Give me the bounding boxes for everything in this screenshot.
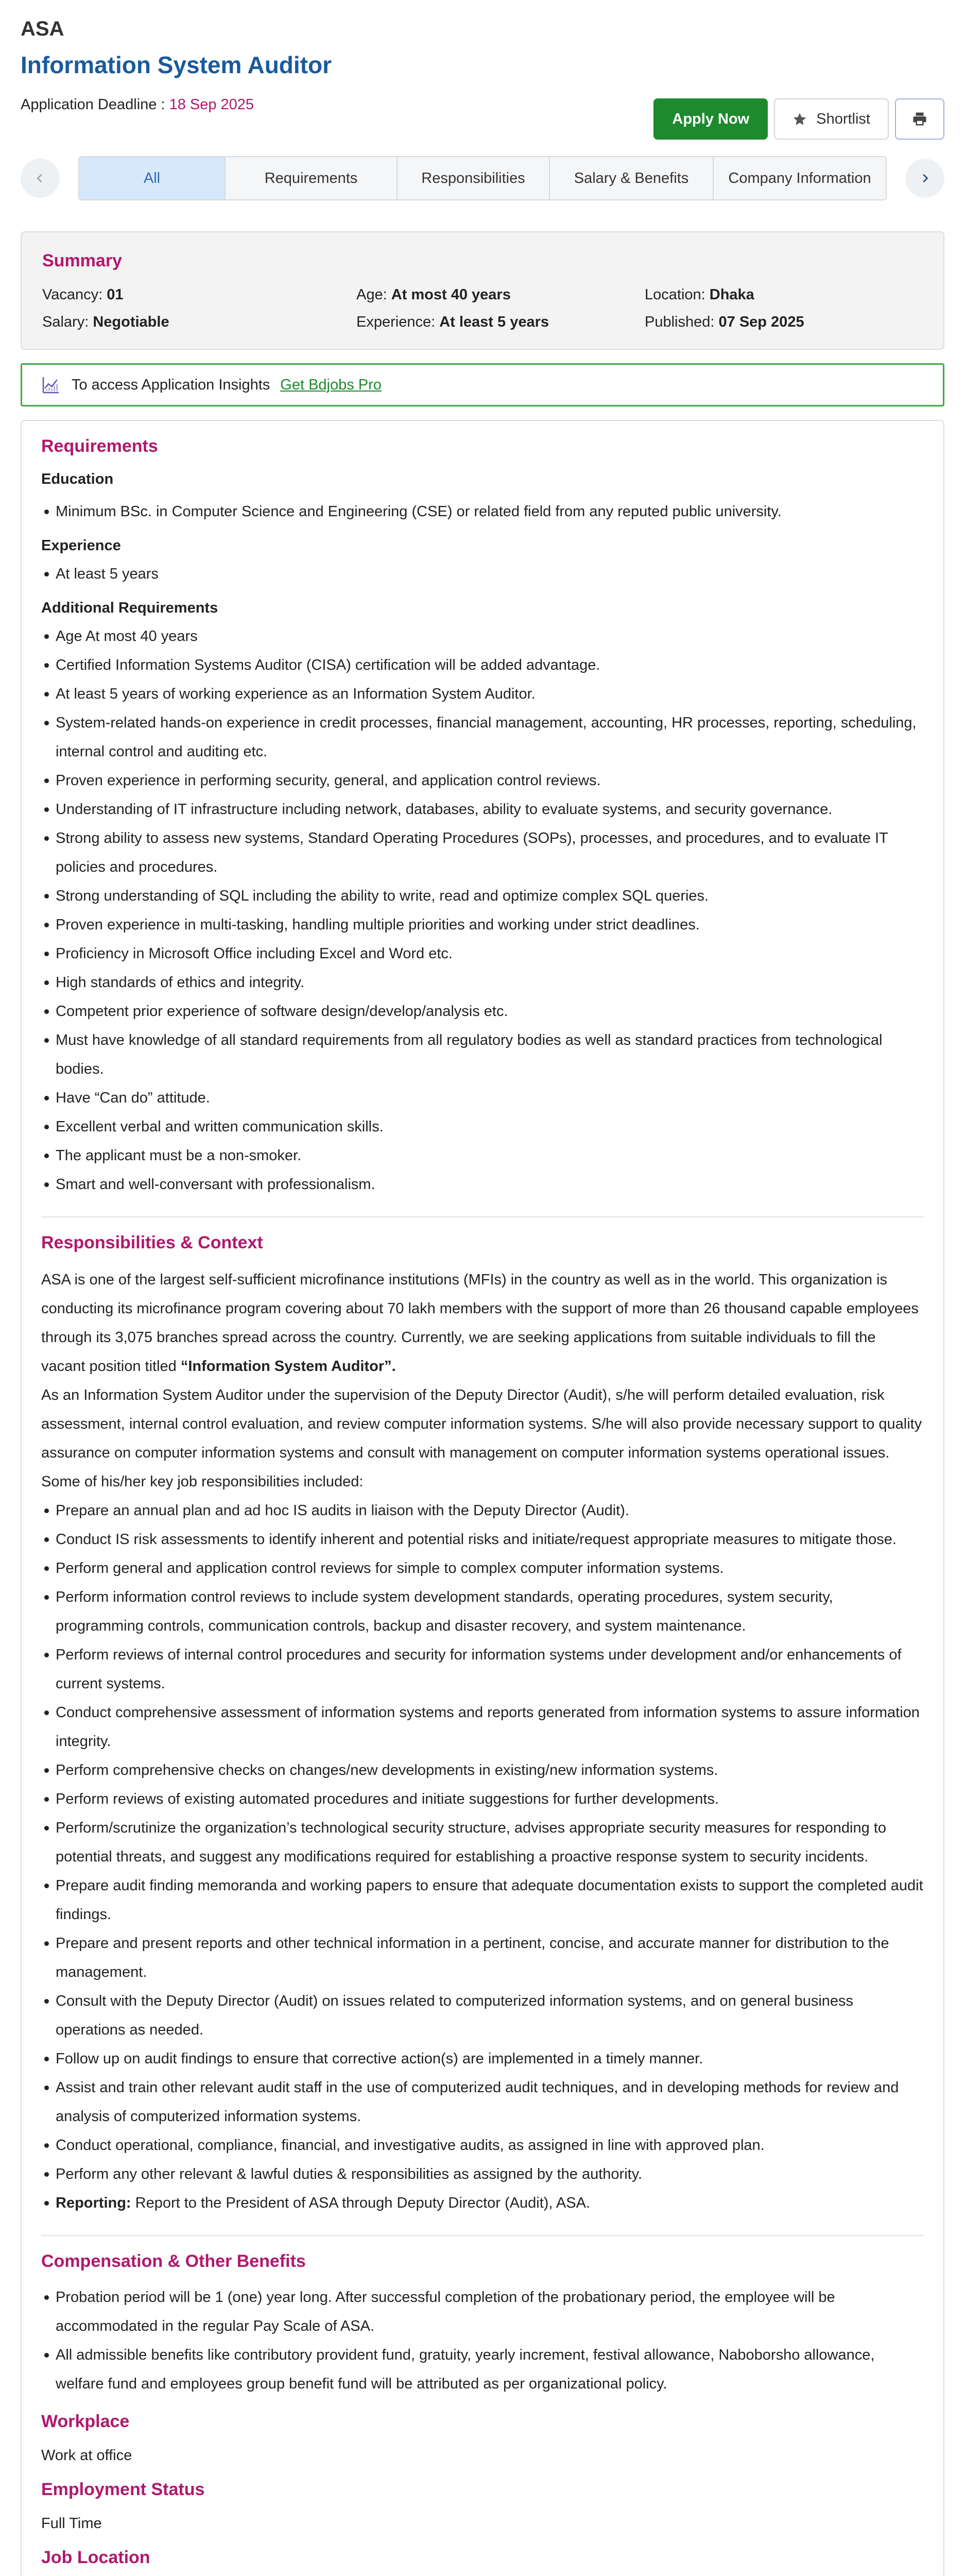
location-label: Location: — [645, 286, 710, 303]
list-item: Strong understanding of SQL including the ability to write, read and optimize complex SQL queries. — [41, 882, 924, 910]
compensation-list — [41, 2283, 924, 2398]
print-button[interactable] — [895, 98, 944, 140]
employment-status-value: Full Time — [41, 2515, 102, 2532]
responsibilities-title: Responsibilities & Context — [41, 1233, 263, 1252]
list-item: Assist and train other relevant audit staff in the use of computerized audit techniques, and in developing methods for review and analysis of computerized information systems. — [41, 2073, 924, 2131]
tab-responsibilities[interactable]: Responsibilities — [398, 157, 550, 199]
tab-company-information[interactable]: Company Information — [714, 157, 886, 199]
salary-label: Salary: — [42, 314, 93, 330]
list-item: Perform/scrutinize the organization’s technological security structure, advises appropriate security measures for responding to potential threats, and suggest any modifications required for establishing a proactive response system to security incidents. — [41, 1814, 924, 1871]
employment-status-title: Employment Status — [41, 2480, 205, 2499]
list-item: At least 5 years — [41, 560, 924, 588]
location — [645, 286, 923, 303]
divider — [41, 2235, 924, 2236]
insights-text: To access Application Insights — [72, 376, 270, 393]
published-label: Published: — [645, 314, 719, 330]
print-icon — [912, 111, 927, 127]
requirements-title: Requirements — [41, 436, 158, 456]
age — [356, 286, 645, 303]
age-label: Age: — [356, 286, 391, 303]
responsibilities-list — [41, 1496, 924, 2217]
application-insights-banner — [21, 363, 944, 406]
additional-requirements-list — [41, 622, 924, 1199]
list-item: Smart and well-conversant with professionalism. — [41, 1170, 924, 1199]
list-item: Must have knowledge of all standard requirements from all regulatory bodies as well as standard practices from technological bodies. — [41, 1026, 924, 1083]
list-item: Perform any other relevant & lawful duties & responsibilities as assigned by the authority. — [41, 2160, 924, 2189]
tab-all[interactable]: All — [79, 157, 226, 199]
chevron-left-icon — [35, 173, 46, 184]
chevron-right-icon — [919, 173, 930, 184]
star-icon — [792, 112, 807, 126]
list-item: Have “Can do” attitude. — [41, 1083, 924, 1112]
vacancy-label: Vacancy: — [42, 286, 107, 303]
list-item: Proven experience in multi-tasking, handling multiple priorities and working under strict deadlines. — [41, 910, 924, 939]
list-item: Conduct operational, compliance, financial, and investigative audits, as assigned in line with approved plan. — [41, 2131, 924, 2160]
divider — [41, 1216, 924, 1217]
list-item: Proficiency in Microsoft Office including Excel and Word etc. — [41, 939, 924, 968]
list-item: The applicant must be a non-smoker. — [41, 1141, 924, 1170]
list-item: Prepare audit finding memoranda and working papers to ensure that adequate documentation exists to support the completed audit findings. — [41, 1871, 924, 1929]
workplace-title: Workplace — [41, 2412, 130, 2431]
age-value: At most 40 years — [391, 286, 511, 303]
job-content-card — [21, 420, 944, 2576]
list-item: High standards of ethics and integrity. — [41, 968, 924, 997]
reporting-label: Reporting: — [56, 2195, 131, 2211]
list-item: Competent prior experience of software design/develop/analysis etc. — [41, 997, 924, 1026]
list-item: Excellent verbal and written communication skills. — [41, 1112, 924, 1141]
list-item: All admissible benefits like contributory provident fund, gratuity, yearly increment, festival allowance, Naboborsho allowance, welfare fund and employees group benefit fund will be attributed as per organizational policy. — [41, 2341, 924, 2398]
list-item: Minimum BSc. in Computer Science and Engineering (CSE) or related field from any reputed public university. — [41, 497, 924, 526]
tab-requirements[interactable]: Requirements — [226, 157, 398, 199]
experience-title: Experience — [41, 537, 121, 554]
additional-requirements-title: Additional Requirements — [41, 600, 218, 616]
shortlist-button[interactable] — [774, 98, 889, 140]
education-title: Education — [41, 471, 114, 487]
list-item: At least 5 years of working experience as an Information System Auditor. — [41, 680, 924, 708]
list-item: Conduct comprehensive assessment of information systems and reports generated from information systems to assure information integrity. — [41, 1698, 924, 1756]
list-item: System-related hands-on experience in credit processes, financial management, accounting, HR processes, reporting, scheduling, internal control and auditing etc. — [41, 708, 924, 766]
shortlist-label: Shortlist — [816, 110, 870, 127]
list-item: Certified Information Systems Auditor (CISA) certification will be added advantage. — [41, 651, 924, 680]
list-item: Proven experience in performing security, general, and application control reviews. — [41, 766, 924, 795]
list-item: Probation period will be 1 (one) year long. After successful completion of the probationary period, the employee will be accommodated in the regular Pay Scale of ASA. — [41, 2283, 924, 2341]
reporting-text: Report to the President of ASA through Deputy Director (Audit), ASA. — [131, 2195, 591, 2211]
experience-label: Experience: — [356, 314, 440, 330]
list-item: Perform reviews of internal control procedures and security for information systems under development and/or enhancements of current systems. — [41, 1640, 924, 1698]
location-value: Dhaka — [709, 286, 754, 303]
company-name: ASA — [21, 18, 64, 40]
insights-chart-icon — [41, 375, 61, 395]
list-item: Follow up on audit findings to ensure that corrective action(s) are implemented in a timely manner. — [41, 2044, 924, 2073]
list-item: Perform reviews of existing automated procedures and initiate suggestions for further developments. — [41, 1785, 924, 1814]
reporting-item — [41, 2189, 924, 2217]
education-list — [41, 497, 924, 526]
section-tabbar — [21, 155, 944, 201]
list-item: Understanding of IT infrastructure including network, databases, ability to evaluate systems, and security governance. — [41, 795, 924, 824]
list-item: Perform general and application control reviews for simple to complex computer information systems. — [41, 1554, 924, 1583]
deadline-label: Application Deadline : — [21, 96, 169, 113]
responsibilities-intro — [41, 1265, 924, 1381]
vacancy — [42, 286, 356, 303]
section-tabs — [78, 156, 887, 200]
job-actions — [653, 98, 944, 140]
list-item: Prepare an annual plan and ad hoc IS audits in liaison with the Deputy Director (Audit). — [41, 1496, 924, 1525]
summary-grid — [42, 286, 923, 331]
intro-text: ASA is one of the largest self-sufficient microfinance institutions (MFIs) in the country as well as in the world. This organization is conducting its microfinance program covering about 70 lakh members with the support of more than 26 thousand capable employees through its 3,075 branches spread across the country. Currently, we are seeking applications from suitable individuals to fill the vacant position titled — [41, 1272, 919, 1375]
compensation-title: Compensation & Other Benefits — [41, 2251, 306, 2271]
experience — [356, 314, 645, 331]
tabs-scroll-left[interactable] — [21, 159, 60, 198]
tabs-scroll-right[interactable] — [905, 159, 944, 198]
list-item: Perform information control reviews to include system development standards, operating procedures, system security, programming controls, communication controls, backup and disaster recovery, and system maintenance. — [41, 1583, 924, 1640]
vacancy-value: 01 — [107, 286, 124, 303]
list-item: Perform comprehensive checks on changes/new developments in existing/new information systems. — [41, 1756, 924, 1785]
responsibilities-overview: As an Information System Auditor under the supervision of the Deputy Director (Audit), s/he will perform detailed evaluation, risk assessment, internal control evaluation, and review computer information systems. S/he will also provide necessary support to quality assurance on computer information systems and consult with management on computer information systems operational issues. Some of his/her key job responsibilities included: — [41, 1387, 922, 1490]
salary-value: Negotiable — [93, 314, 169, 330]
summary-title: Summary — [42, 251, 122, 270]
summary-card — [21, 231, 944, 350]
tab-salary-benefits[interactable]: Salary & Benefits — [550, 157, 714, 199]
job-title: Information System Auditor — [21, 52, 332, 78]
list-item: Strong ability to assess new systems, Standard Operating Procedures (SOPs), processes, and procedures, and to evaluate IT policies and procedures. — [41, 824, 924, 882]
list-item: Consult with the Deputy Director (Audit) on issues related to computerized information systems, and on general business operations as needed. — [41, 1987, 924, 2044]
application-deadline — [21, 96, 254, 113]
deadline-date: 18 Sep 2025 — [169, 96, 254, 113]
list-item: Age At most 40 years — [41, 622, 924, 651]
experience-list — [41, 560, 924, 588]
salary — [42, 314, 356, 331]
intro-position-title: “Information System Auditor”. — [180, 1358, 396, 1375]
published — [645, 314, 923, 331]
list-item: Prepare and present reports and other technical information in a pertinent, concise, and accurate manner for distribution to the management. — [41, 1929, 924, 1987]
workplace-value: Work at office — [41, 2447, 132, 2464]
published-value: 07 Sep 2025 — [718, 314, 804, 330]
list-item: Conduct IS risk assessments to identify inherent and potential risks and initiate/request appropriate measures to mitigate those. — [41, 1525, 924, 1554]
job-location-title: Job Location — [41, 2548, 150, 2567]
get-bdjobs-pro-link[interactable]: Get Bdjobs Pro — [280, 376, 382, 393]
deadline-row — [21, 93, 944, 140]
experience-value: At least 5 years — [439, 314, 549, 330]
apply-now-button[interactable]: Apply Now — [653, 98, 768, 140]
